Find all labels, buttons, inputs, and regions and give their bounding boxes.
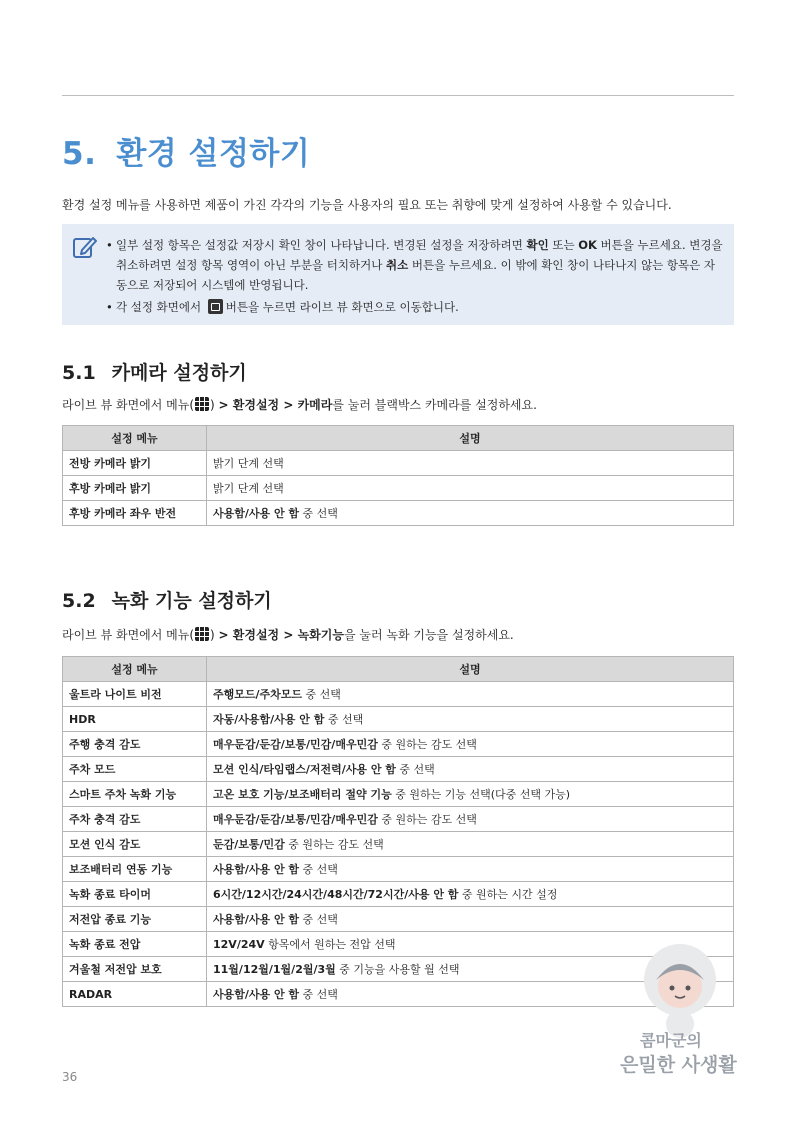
setting-options: 매우둔감/둔감/보통/민감/매우민감	[213, 813, 378, 826]
setting-desc-cell	[207, 857, 734, 882]
setting-desc-cell	[207, 907, 734, 932]
menu-grid-icon	[195, 397, 209, 411]
table-header-row	[63, 657, 734, 682]
setting-desc-cell	[207, 451, 734, 476]
setting-menu-cell: 녹화 종료 전압	[63, 932, 207, 957]
setting-desc-text: 중 선택	[299, 988, 338, 1001]
table-row	[63, 782, 734, 807]
note-item: • 각 설정 화면에서 버튼을 누르면 라이브 뷰 화면으로 이동합니다.	[106, 297, 726, 317]
setting-desc-text: 중 기능을 사용할 월 선택	[335, 963, 460, 976]
setting-menu-cell: 전방 카메라 밝기	[63, 451, 207, 476]
intro-text: 환경 설정 메뉴를 사용하면 제품이 가진 각각의 기능을 사용자의 필요 또는 취향에 맞게 설정하여 사용할 수 있습니다.	[62, 198, 672, 212]
section-title-camera: 5.1 카메라 설정하기	[62, 362, 247, 384]
live-view-icon	[208, 299, 223, 314]
table-row	[63, 682, 734, 707]
column-header-menu: 설정 메뉴	[63, 657, 207, 682]
setting-menu-cell: 겨울철 저전압 보호	[63, 957, 207, 982]
top-rule	[62, 95, 734, 96]
setting-options: 모션 인식/타임랩스/저전력/사용 안 함	[213, 763, 396, 776]
setting-menu-cell: 주차 충격 감도	[63, 807, 207, 832]
setting-options: 사용함/사용 안 함	[213, 913, 300, 926]
setting-desc-text: 중 선택	[302, 688, 341, 701]
setting-options: 12V/24V	[213, 938, 265, 951]
setting-menu-cell: 후방 카메라 밝기	[63, 476, 207, 501]
column-header-menu: 설정 메뉴	[63, 426, 207, 451]
setting-menu-cell: 후방 카메라 좌우 반전	[63, 501, 207, 526]
table-row	[63, 882, 734, 907]
setting-desc-text: 중 원하는 감도 선택	[377, 738, 477, 751]
table-row	[63, 807, 734, 832]
setting-desc-cell	[207, 782, 734, 807]
chapter-title-text: 환경 설정하기	[116, 136, 311, 172]
setting-desc-text: 중 선택	[299, 863, 338, 876]
setting-desc-cell	[207, 682, 734, 707]
setting-desc-text: 중 원하는 감도 선택	[284, 838, 384, 851]
setting-desc-cell	[207, 732, 734, 757]
menu-path-camera: 라이브 뷰 화면에서 메뉴( ) > 환경설정 > 카메라를 눌러 블랙박스 카메라를 설정하세요.	[62, 398, 537, 412]
table-row	[63, 501, 734, 526]
setting-options: 주행모드/주차모드	[213, 688, 303, 701]
setting-options: 둔감/보통/민감	[213, 838, 285, 851]
camera-settings-table	[62, 425, 734, 526]
setting-options: 고온 보호 기능/보조배터리 절약 기능	[213, 788, 392, 801]
table-row	[63, 707, 734, 732]
setting-options: 11월/12월/1월/2월/3월	[213, 963, 336, 976]
setting-desc-cell	[207, 501, 734, 526]
table-row	[63, 907, 734, 932]
setting-desc-cell	[207, 807, 734, 832]
setting-menu-cell: 주행 충격 감도	[63, 732, 207, 757]
setting-desc-text: 밝기 단계 선택	[213, 457, 284, 470]
menu-path-recording: 라이브 뷰 화면에서 메뉴( ) > 환경설정 > 녹화기능을 눌러 녹화 기능을 설정하세요.	[62, 628, 514, 642]
setting-options: 자동/사용함/사용 안 함	[213, 713, 325, 726]
setting-options: 매우둔감/둔감/보통/민감/매우민감	[213, 738, 378, 751]
menu-grid-icon	[195, 627, 209, 641]
setting-desc-text: 중 선택	[324, 713, 364, 726]
memo-pencil-icon	[72, 234, 98, 260]
setting-menu-cell: 주차 모드	[63, 757, 207, 782]
setting-menu-cell: 보조배터리 연동 기능	[63, 857, 207, 882]
table-row	[63, 732, 734, 757]
chapter-title	[62, 128, 310, 173]
setting-desc-text: 중 선택	[299, 507, 338, 520]
setting-desc-text: 밝기 단계 선택	[213, 482, 284, 495]
setting-options: 사용함/사용 안 함	[213, 863, 300, 876]
setting-desc-text: 중 원하는 시간 설정	[458, 888, 558, 901]
setting-desc-text: 중 선택	[299, 913, 338, 926]
section-title-recording: 5.2 녹화 기능 설정하기	[62, 590, 272, 612]
page-number: 36	[62, 1070, 78, 1084]
setting-desc-cell	[207, 476, 734, 501]
note-item: • 일부 설정 항목은 설정값 저장시 확인 창이 나타납니다. 변경된 설정을 저장하려면 확인 또는 OK 버튼을 누르세요. 변경을 취소하려면 설정 항목 영역이 아닌 부분을 터치하거나 취소 버튼을 누르세요. 이 밖에 확인 창이 나타나지 않는 항목은 자동으로 저장되어 시스템에 반영됩니다.	[106, 235, 726, 295]
chapter-number: 5.	[62, 136, 97, 172]
setting-desc-text: 항목에서 원하는 전압 선택	[264, 938, 396, 951]
setting-desc-text: 중 원하는 감도 선택	[377, 813, 477, 826]
setting-menu-cell: 녹화 종료 타이머	[63, 882, 207, 907]
setting-options: 사용함/사용 안 함	[213, 988, 300, 1001]
setting-menu-cell: 스마트 주차 녹화 기능	[63, 782, 207, 807]
setting-options: 사용함/사용 안 함	[213, 507, 300, 520]
setting-desc-text: 중 원하는 기능 선택(다중 선택 가능)	[391, 788, 571, 801]
setting-menu-cell: RADAR	[63, 982, 207, 1007]
setting-desc-cell	[207, 832, 734, 857]
setting-desc-cell	[207, 707, 734, 732]
table-row	[63, 757, 734, 782]
table-row	[63, 451, 734, 476]
setting-menu-cell: 울트라 나이트 비전	[63, 682, 207, 707]
setting-desc-cell	[207, 757, 734, 782]
table-row	[63, 832, 734, 857]
column-header-desc: 설명	[207, 426, 734, 451]
watermark-text-line1: 콤마군의	[640, 1031, 702, 1050]
setting-menu-cell: HDR	[63, 707, 207, 732]
table-row	[63, 476, 734, 501]
setting-options: 6시간/12시간/24시간/48시간/72시간/사용 안 함	[213, 888, 459, 901]
table-header-row	[63, 426, 734, 451]
setting-desc-text: 중 선택	[395, 763, 435, 776]
setting-menu-cell: 모션 인식 감도	[63, 832, 207, 857]
note-box	[62, 224, 734, 325]
setting-menu-cell: 저전압 종료 기능	[63, 907, 207, 932]
watermark-text-line2: 은밀한 사생활	[620, 1054, 737, 1076]
note-list	[106, 235, 726, 317]
column-header-desc: 설명	[207, 657, 734, 682]
table-row	[63, 857, 734, 882]
setting-desc-cell	[207, 882, 734, 907]
